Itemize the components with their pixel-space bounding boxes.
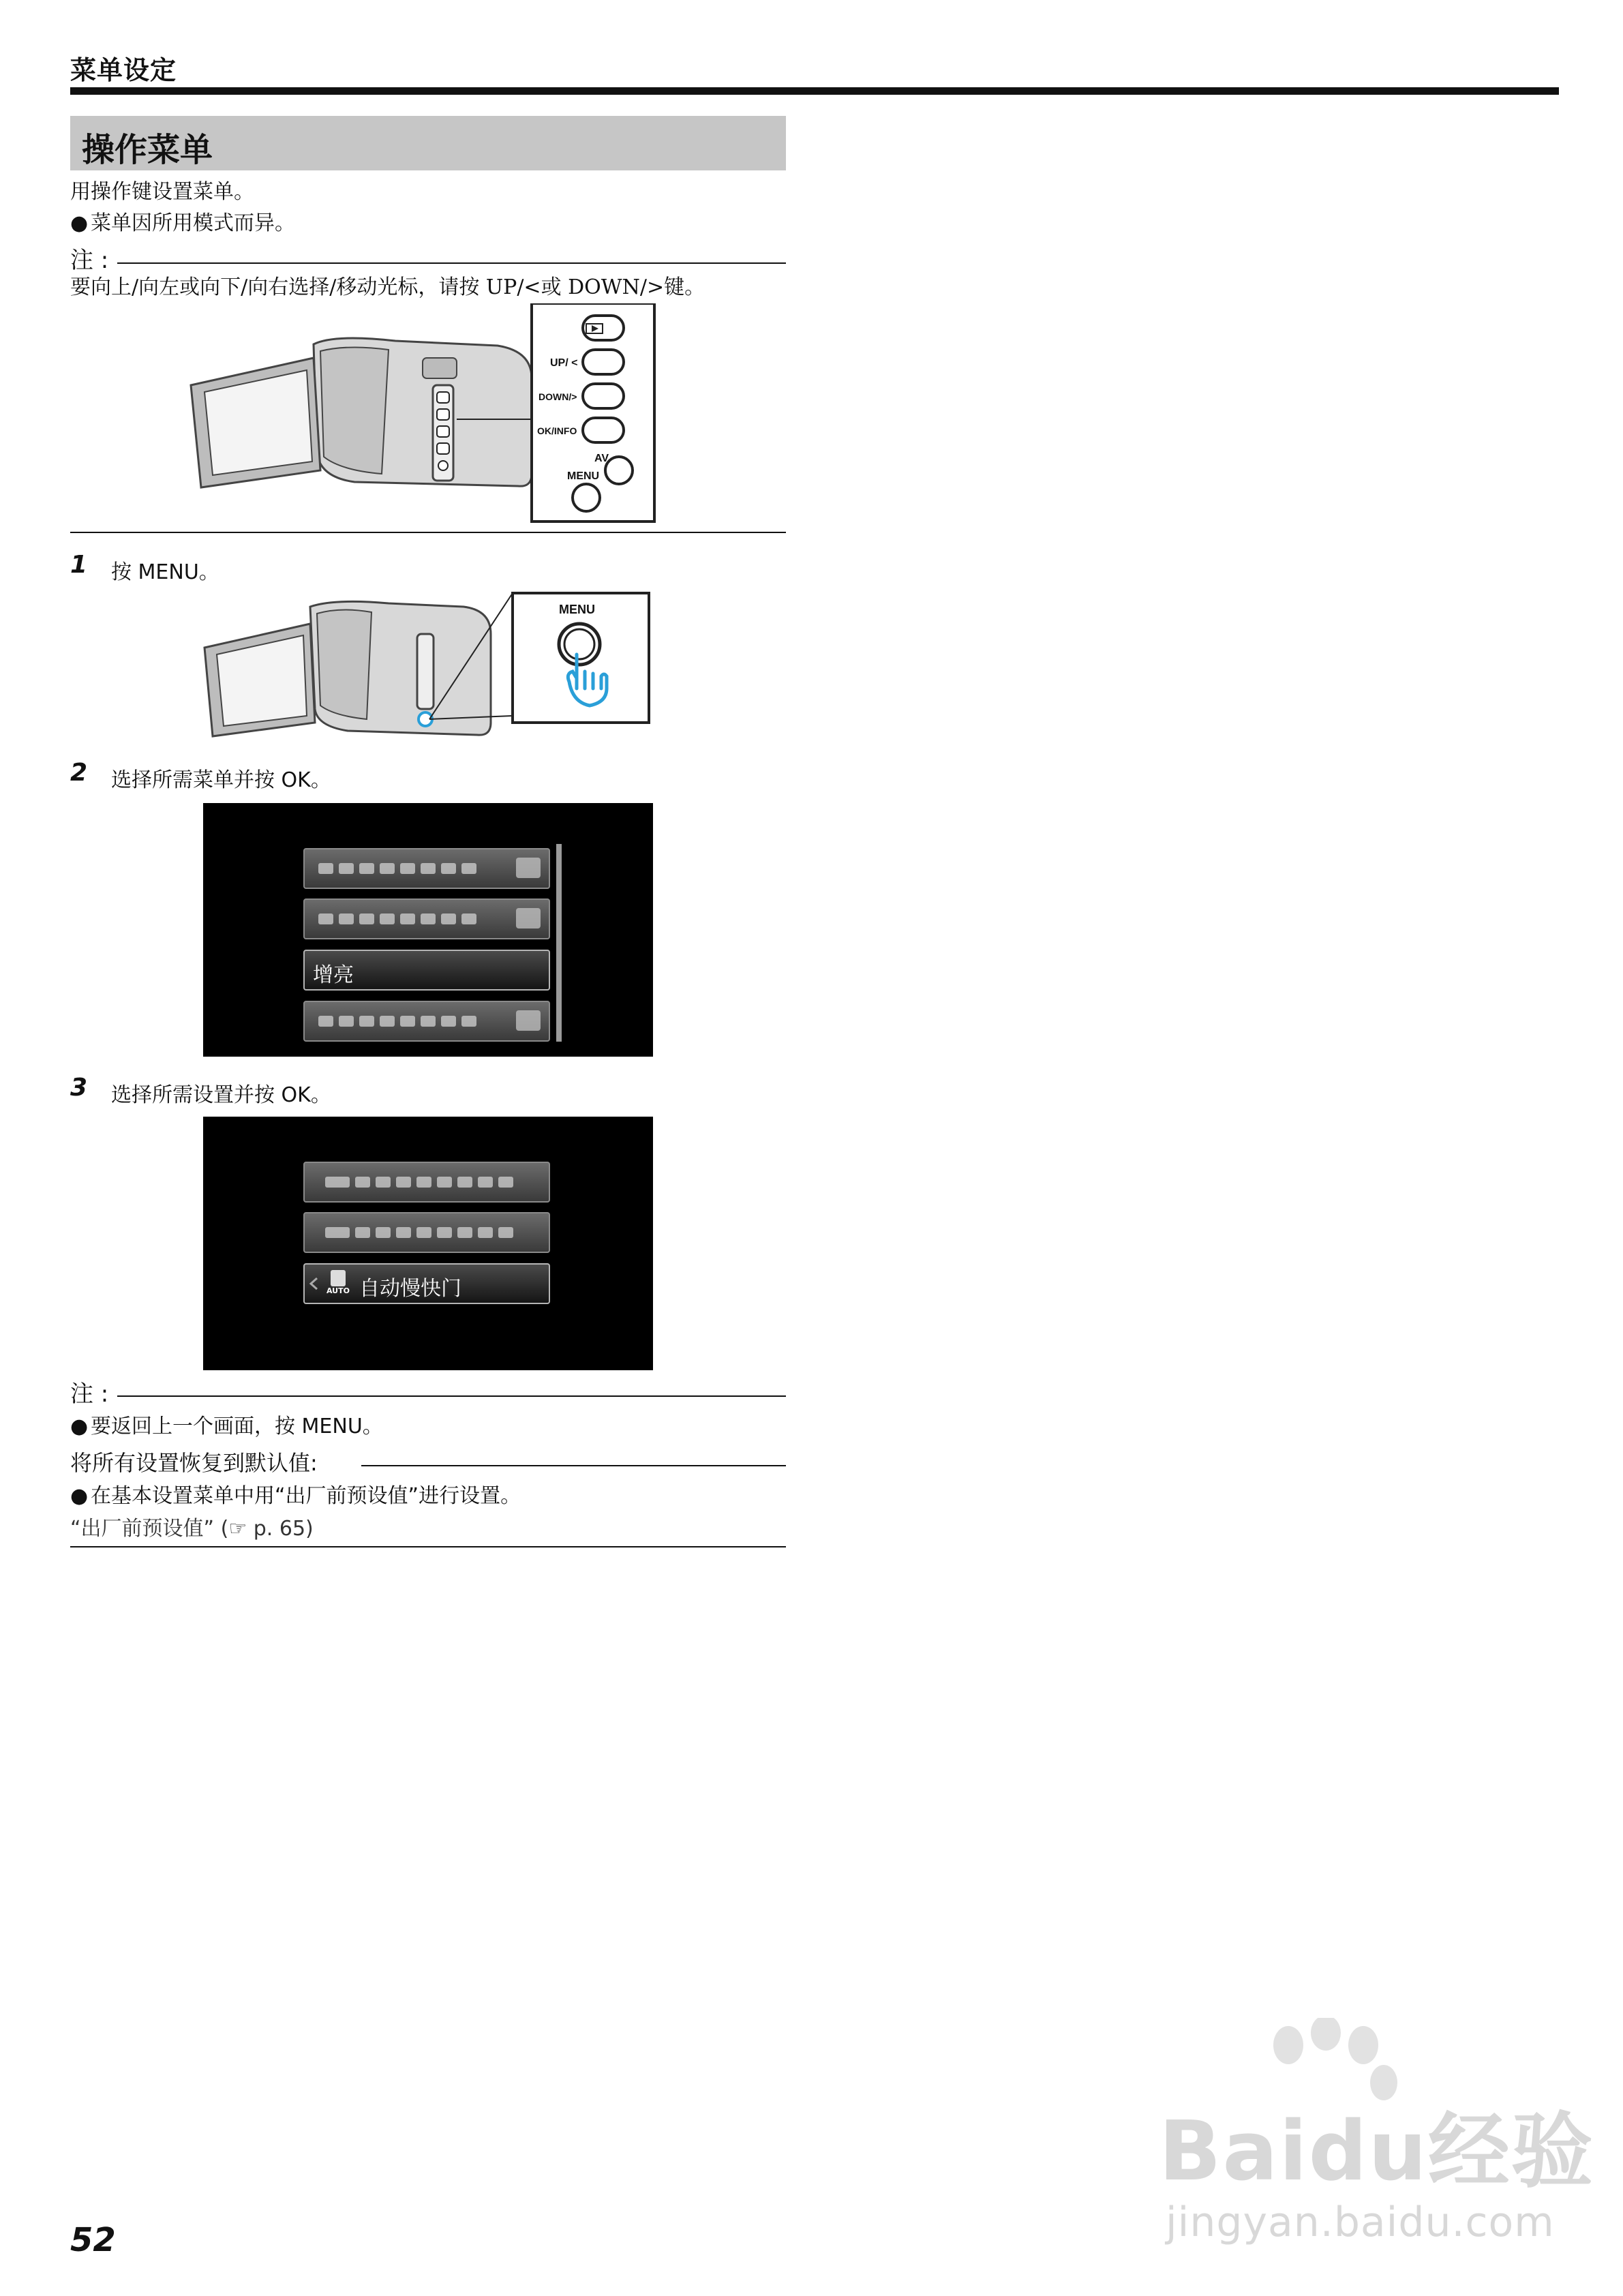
blurred-text <box>325 1177 513 1188</box>
note-text: 要向上/向左或向下/向右选择/移动光标，请按 UP/<或 DOWN/>键。 <box>70 275 706 299</box>
setting-item[interactable] <box>303 1212 550 1253</box>
auto-slow-shutter-icon <box>327 1270 350 1295</box>
icon-figure <box>331 1270 346 1286</box>
left-arrow-icon <box>309 1277 318 1290</box>
step-1-text: 按 MENU。 <box>111 560 219 584</box>
setting-item[interactable] <box>303 1162 550 1203</box>
menu-item[interactable] <box>303 848 550 889</box>
reset-bullet <box>70 1484 521 1509</box>
blurred-icon <box>516 908 541 928</box>
menu-item-selected[interactable] <box>303 950 550 991</box>
header-rule <box>70 87 1559 95</box>
page-header-title: 菜单设定 <box>70 55 177 85</box>
blurred-text <box>318 913 476 924</box>
menu-press-figure <box>198 586 661 750</box>
menu-callout-label: MENU <box>559 603 595 616</box>
up-label: UP/ < <box>550 357 578 369</box>
note-rule-2 <box>117 1395 786 1397</box>
menu-screen-1 <box>203 803 653 1057</box>
menu-button-callout <box>513 593 649 723</box>
down-label: DOWN/> <box>539 391 577 402</box>
ok-info-label: OK/INFO <box>537 425 577 436</box>
reset-rule <box>361 1465 786 1466</box>
camcorder-illustration-2 <box>204 593 513 736</box>
baidu-watermark: Baidu经验 <box>1159 2104 1594 2199</box>
section-intro: 用操作键设置菜单。 <box>70 180 254 204</box>
setting-item-label: 自动慢快门 <box>359 1277 461 1301</box>
step-1-number: 1 <box>70 551 88 579</box>
button-panel-callout <box>532 303 654 522</box>
camcorder-illustration <box>191 338 532 487</box>
camcorder-buttons-figure <box>177 303 668 528</box>
reset-link[interactable]: “出厂前预设值” (☞ p. 65) <box>70 1517 314 1541</box>
menu-item[interactable] <box>303 1001 550 1042</box>
baidu-watermark-url: jingyan.baidu.com <box>1166 2199 1555 2246</box>
note-label: 注 : <box>70 247 109 274</box>
section-title: 操作菜单 <box>82 131 213 169</box>
menu-label: MENU <box>567 470 600 482</box>
menu-item-label: 增亮 <box>313 963 354 987</box>
blurred-text <box>325 1227 513 1238</box>
reset-bottom-rule <box>70 1546 786 1547</box>
blurred-icon <box>516 858 541 878</box>
setting-item-selected[interactable] <box>303 1263 550 1304</box>
menu-item[interactable] <box>303 898 550 939</box>
step-2-text: 选择所需菜单并按 OK。 <box>111 768 331 792</box>
reset-title: 将所有设置恢复到默认值: <box>70 1450 318 1476</box>
mode-bullet-text: 菜单因所用模式而异。 <box>91 211 295 235</box>
blurred-icon <box>516 1010 541 1031</box>
return-bullet-text: 要返回上一个画面，按 MENU。 <box>91 1415 383 1438</box>
page-number: 52 <box>70 2221 116 2259</box>
step-3-number: 3 <box>70 1074 88 1102</box>
menu-scrollbar[interactable] <box>556 844 562 1042</box>
step-2-number: 2 <box>70 759 88 787</box>
bullet-dot: ● <box>70 1484 89 1508</box>
return-bullet <box>70 1415 383 1439</box>
av-label: AV <box>594 453 609 464</box>
figure1-bottom-rule <box>70 532 786 533</box>
mode-bullet <box>70 211 295 236</box>
auto-icon-label: AUTO <box>327 1286 350 1295</box>
step-3-text: 选择所需设置并按 OK。 <box>111 1083 331 1107</box>
note-rule <box>117 262 786 264</box>
menu-screen-2 <box>203 1117 653 1370</box>
bullet-dot: ● <box>70 1415 89 1438</box>
blurred-text <box>318 1016 476 1027</box>
blurred-text <box>318 863 476 874</box>
reset-bullet-text: 在基本设置菜单中用“出厂前预设值”进行设置。 <box>91 1484 521 1508</box>
note-label-2: 注 : <box>70 1380 109 1408</box>
bullet-dot: ● <box>70 211 89 235</box>
